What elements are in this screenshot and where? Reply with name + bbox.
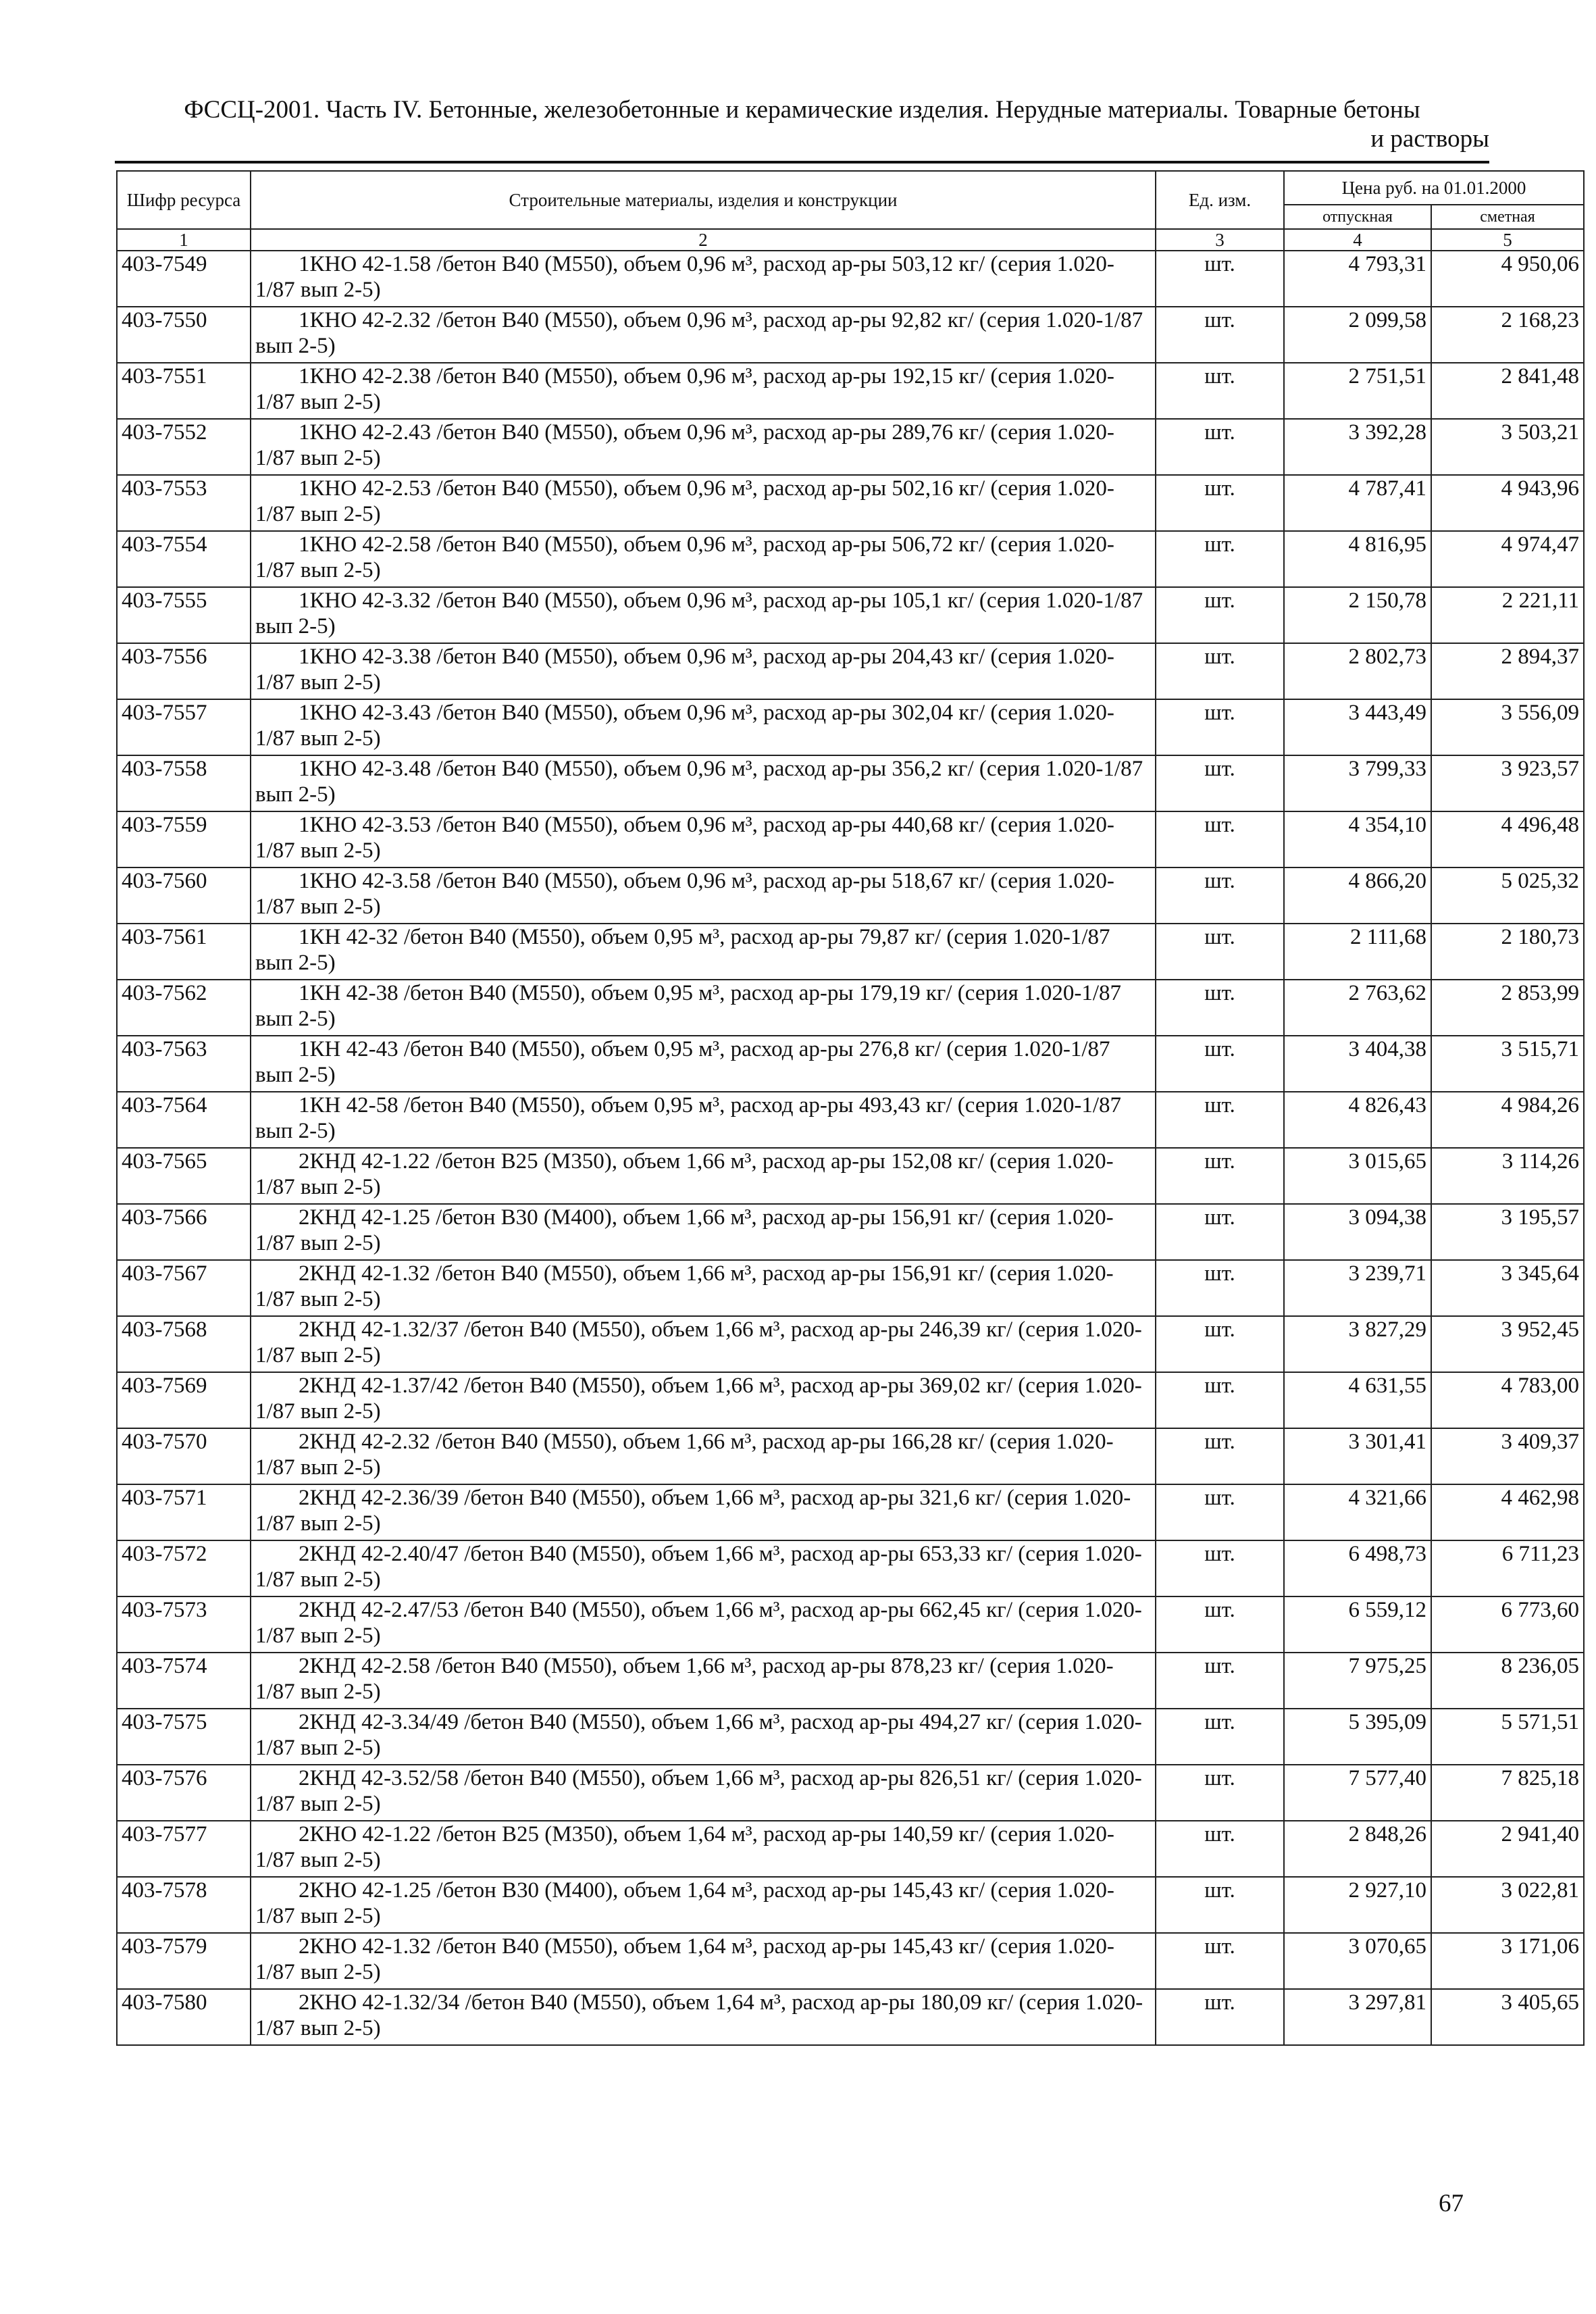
table-row xyxy=(117,1709,1584,1765)
release-price: 3 301,41 xyxy=(1284,1428,1431,1484)
material-description: 1КНО 42-1.58 /бетон В40 (М550), объем 0,96 м³, расход ар-ры 503,12 кг/ (серия 1.020-1/87 вып 2-5) xyxy=(255,252,1114,302)
table-row xyxy=(117,1428,1584,1484)
unit-of-measure: шт. xyxy=(1156,475,1284,531)
resource-code: 403-7574 xyxy=(117,1653,251,1709)
table-row xyxy=(117,643,1584,699)
table-row xyxy=(117,531,1584,587)
table-row xyxy=(117,1092,1584,1148)
estimate-price: 3 515,71 xyxy=(1431,1036,1584,1092)
unit-of-measure: шт. xyxy=(1156,1933,1284,1989)
table-row xyxy=(117,755,1584,811)
resource-code: 403-7564 xyxy=(117,1092,251,1148)
estimate-price: 3 345,64 xyxy=(1431,1260,1584,1316)
release-price: 4 816,95 xyxy=(1284,531,1431,587)
unit-of-measure: шт. xyxy=(1156,419,1284,475)
material-description: 1КНО 42-3.53 /бетон В40 (М550), объем 0,96 м³, расход ар-ры 440,68 кг/ (серия 1.020-1/87 вып 2-5) xyxy=(255,813,1114,863)
material-description: 1КН 42-32 /бетон В40 (М550), объем 0,95 м³, расход ар-ры 79,87 кг/ (серия 1.020-1/87 вып 2-5) xyxy=(255,925,1110,975)
col-header-code: Шифр ресурса xyxy=(117,171,251,229)
table-row xyxy=(117,251,1584,307)
unit-of-measure: шт. xyxy=(1156,1092,1284,1148)
estimate-price: 4 974,47 xyxy=(1431,531,1584,587)
unit-of-measure: шт. xyxy=(1156,1765,1284,1821)
resource-code: 403-7562 xyxy=(117,980,251,1036)
material-name xyxy=(251,1372,1156,1428)
resource-code: 403-7553 xyxy=(117,475,251,531)
resource-code: 403-7571 xyxy=(117,1484,251,1540)
estimate-price: 3 114,26 xyxy=(1431,1148,1584,1204)
column-number: 2 xyxy=(251,229,1156,251)
table-row xyxy=(117,1596,1584,1653)
material-description: 1КНО 42-2.53 /бетон В40 (М550), объем 0,96 м³, расход ар-ры 502,16 кг/ (серия 1.020-1/87 вып 2-5) xyxy=(255,476,1114,526)
unit-of-measure: шт. xyxy=(1156,867,1284,924)
release-price: 3 443,49 xyxy=(1284,699,1431,755)
estimate-price: 2 221,11 xyxy=(1431,587,1584,643)
estimate-price: 7 825,18 xyxy=(1431,1765,1584,1821)
material-name xyxy=(251,811,1156,867)
release-price: 2 848,26 xyxy=(1284,1821,1431,1877)
material-description: 2КНД 42-2.58 /бетон В40 (М550), объем 1,66 м³, расход ар-ры 878,23 кг/ (серия 1.020-1/87 вып 2-5) xyxy=(255,1654,1114,1704)
column-number: 5 xyxy=(1431,229,1584,251)
material-name xyxy=(251,531,1156,587)
estimate-price: 3 171,06 xyxy=(1431,1933,1584,1989)
estimate-price: 2 168,23 xyxy=(1431,307,1584,363)
table-row xyxy=(117,1260,1584,1316)
estimate-price: 3 405,65 xyxy=(1431,1989,1584,2045)
col-header-price-estimate: сметная xyxy=(1431,205,1584,229)
release-price: 3 404,38 xyxy=(1284,1036,1431,1092)
col-header-unit: Ед. изм. xyxy=(1156,171,1284,229)
unit-of-measure: шт. xyxy=(1156,1877,1284,1933)
material-name xyxy=(251,1540,1156,1596)
material-description: 1КНО 42-2.58 /бетон В40 (М550), объем 0,96 м³, расход ар-ры 506,72 кг/ (серия 1.020-1/87 вып 2-5) xyxy=(255,532,1114,582)
release-price: 3 297,81 xyxy=(1284,1989,1431,2045)
unit-of-measure: шт. xyxy=(1156,755,1284,811)
estimate-price: 8 236,05 xyxy=(1431,1653,1584,1709)
unit-of-measure: шт. xyxy=(1156,1484,1284,1540)
material-description: 2КНД 42-1.37/42 /бетон В40 (М550), объем 1,66 м³, расход ар-ры 369,02 кг/ (серия 1.020-1/87 вып 2-5) xyxy=(255,1374,1142,1424)
estimate-price: 3 556,09 xyxy=(1431,699,1584,755)
unit-of-measure: шт. xyxy=(1156,1316,1284,1372)
estimate-price: 6 711,23 xyxy=(1431,1540,1584,1596)
unit-of-measure: шт. xyxy=(1156,1821,1284,1877)
material-name xyxy=(251,307,1156,363)
resource-code: 403-7560 xyxy=(117,867,251,924)
material-description: 2КНД 42-3.52/58 /бетон В40 (М550), объем 1,66 м³, расход ар-ры 826,51 кг/ (серия 1.020-1/87 вып 2-5) xyxy=(255,1766,1142,1816)
resource-code: 403-7567 xyxy=(117,1260,251,1316)
release-price: 2 111,68 xyxy=(1284,924,1431,980)
resource-code: 403-7554 xyxy=(117,531,251,587)
table-row xyxy=(117,811,1584,867)
page-header xyxy=(115,95,1489,153)
estimate-price: 2 180,73 xyxy=(1431,924,1584,980)
col-header-name: Строительные материалы, изделия и конструкции xyxy=(251,171,1156,229)
estimate-price: 6 773,60 xyxy=(1431,1596,1584,1653)
release-price: 3 239,71 xyxy=(1284,1260,1431,1316)
table-row xyxy=(117,1148,1584,1204)
resource-code: 403-7550 xyxy=(117,307,251,363)
header-rule xyxy=(115,161,1489,164)
estimate-price: 3 195,57 xyxy=(1431,1204,1584,1260)
col-header-price-release: отпускная xyxy=(1284,205,1431,229)
material-name xyxy=(251,1148,1156,1204)
unit-of-measure: шт. xyxy=(1156,307,1284,363)
material-name xyxy=(251,643,1156,699)
material-name xyxy=(251,475,1156,531)
material-description: 2КНД 42-2.36/39 /бетон В40 (М550), объем 1,66 м³, расход ар-ры 321,6 кг/ (серия 1.020-1/87 вып 2-5) xyxy=(255,1486,1131,1536)
material-description: 2КНД 42-1.32 /бетон В40 (М550), объем 1,66 м³, расход ар-ры 156,91 кг/ (серия 1.020-1/87 вып 2-5) xyxy=(255,1261,1114,1311)
material-description: 2КНО 42-1.25 /бетон В30 (М400), объем 1,64 м³, расход ар-ры 145,43 кг/ (серия 1.020-1/87 вып 2-5) xyxy=(255,1878,1114,1928)
estimate-price: 4 984,26 xyxy=(1431,1092,1584,1148)
estimate-price: 3 923,57 xyxy=(1431,755,1584,811)
material-name xyxy=(251,1821,1156,1877)
material-description: 1КНО 42-3.48 /бетон В40 (М550), объем 0,96 м³, расход ар-ры 356,2 кг/ (серия 1.020-1/87 вып 2-5) xyxy=(255,757,1143,807)
release-price: 3 094,38 xyxy=(1284,1204,1431,1260)
table-row xyxy=(117,1204,1584,1260)
table-row xyxy=(117,587,1584,643)
column-number: 3 xyxy=(1156,229,1284,251)
table-row xyxy=(117,1877,1584,1933)
material-description: 2КНО 42-1.32/34 /бетон В40 (М550), объем 1,64 м³, расход ар-ры 180,09 кг/ (серия 1.020-1/87 вып 2-5) xyxy=(255,1990,1143,2040)
table-row xyxy=(117,475,1584,531)
table-row xyxy=(117,419,1584,475)
table-row xyxy=(117,1316,1584,1372)
material-description: 1КНО 42-3.58 /бетон В40 (М550), объем 0,96 м³, расход ар-ры 518,67 кг/ (серия 1.020-1/87 вып 2-5) xyxy=(255,869,1114,919)
unit-of-measure: шт. xyxy=(1156,924,1284,980)
table-row xyxy=(117,1989,1584,2045)
material-description: 2КНД 42-2.40/47 /бетон В40 (М550), объем 1,66 м³, расход ар-ры 653,33 кг/ (серия 1.020-1/87 вып 2-5) xyxy=(255,1542,1142,1592)
resource-code: 403-7565 xyxy=(117,1148,251,1204)
material-name xyxy=(251,1316,1156,1372)
resource-code: 403-7572 xyxy=(117,1540,251,1596)
material-name xyxy=(251,1933,1156,1989)
release-price: 2 763,62 xyxy=(1284,980,1431,1036)
unit-of-measure: шт. xyxy=(1156,1204,1284,1260)
release-price: 7 975,25 xyxy=(1284,1653,1431,1709)
unit-of-measure: шт. xyxy=(1156,1989,1284,2045)
release-price: 3 827,29 xyxy=(1284,1316,1431,1372)
unit-of-measure: шт. xyxy=(1156,587,1284,643)
resource-code: 403-7549 xyxy=(117,251,251,307)
unit-of-measure: шт. xyxy=(1156,643,1284,699)
table-body xyxy=(117,251,1584,2045)
estimate-price: 4 950,06 xyxy=(1431,251,1584,307)
material-name xyxy=(251,587,1156,643)
table-row xyxy=(117,1372,1584,1428)
resource-code: 403-7557 xyxy=(117,699,251,755)
estimate-price: 2 841,48 xyxy=(1431,363,1584,419)
material-name xyxy=(251,419,1156,475)
material-description: 2КНД 42-3.34/49 /бетон В40 (М550), объем 1,66 м³, расход ар-ры 494,27 кг/ (серия 1.020-1/87 вып 2-5) xyxy=(255,1710,1142,1760)
release-price: 3 015,65 xyxy=(1284,1148,1431,1204)
material-name xyxy=(251,1204,1156,1260)
material-description: 1КН 42-58 /бетон В40 (М550), объем 0,95 м³, расход ар-ры 493,43 кг/ (серия 1.020-1/87 вып 2-5) xyxy=(255,1093,1121,1143)
release-price: 2 099,58 xyxy=(1284,307,1431,363)
resource-code: 403-7573 xyxy=(117,1596,251,1653)
estimate-price: 4 943,96 xyxy=(1431,475,1584,531)
resource-code: 403-7552 xyxy=(117,419,251,475)
estimate-price: 4 783,00 xyxy=(1431,1372,1584,1428)
unit-of-measure: шт. xyxy=(1156,1428,1284,1484)
material-name xyxy=(251,1989,1156,2045)
material-name xyxy=(251,1765,1156,1821)
resource-code: 403-7570 xyxy=(117,1428,251,1484)
material-name xyxy=(251,1092,1156,1148)
table-row xyxy=(117,307,1584,363)
unit-of-measure: шт. xyxy=(1156,531,1284,587)
material-name xyxy=(251,363,1156,419)
unit-of-measure: шт. xyxy=(1156,811,1284,867)
material-description: 2КНД 42-1.22 /бетон В25 (М350), объем 1,66 м³, расход ар-ры 152,08 кг/ (серия 1.020-1/87 вып 2-5) xyxy=(255,1149,1114,1199)
material-description: 1КНО 42-2.43 /бетон В40 (М550), объем 0,96 м³, расход ар-ры 289,76 кг/ (серия 1.020-1/87 вып 2-5) xyxy=(255,420,1114,470)
table-row xyxy=(117,363,1584,419)
estimate-price: 5 571,51 xyxy=(1431,1709,1584,1765)
resource-code: 403-7559 xyxy=(117,811,251,867)
release-price: 6 559,12 xyxy=(1284,1596,1431,1653)
release-price: 4 631,55 xyxy=(1284,1372,1431,1428)
column-number: 4 xyxy=(1284,229,1431,251)
material-name xyxy=(251,1877,1156,1933)
estimate-price: 3 503,21 xyxy=(1431,419,1584,475)
unit-of-measure: шт. xyxy=(1156,1540,1284,1596)
material-name xyxy=(251,1428,1156,1484)
material-description: 2КНД 42-1.32/37 /бетон В40 (М550), объем 1,66 м³, расход ар-ры 246,39 кг/ (серия 1.020-1/87 вып 2-5) xyxy=(255,1317,1142,1367)
column-number-row xyxy=(117,229,1584,251)
unit-of-measure: шт. xyxy=(1156,1709,1284,1765)
header-title-line1: ФССЦ-2001. Часть IV. Бетонные, железобетонные и керамические изделия. Нерудные материалы. Товарные бетоны xyxy=(184,96,1420,124)
material-name xyxy=(251,1653,1156,1709)
release-price: 2 802,73 xyxy=(1284,643,1431,699)
material-description: 2КНО 42-1.32 /бетон В40 (М550), объем 1,64 м³, расход ар-ры 145,43 кг/ (серия 1.020-1/87 вып 2-5) xyxy=(255,1934,1114,1984)
release-price: 3 799,33 xyxy=(1284,755,1431,811)
material-name xyxy=(251,980,1156,1036)
release-price: 7 577,40 xyxy=(1284,1765,1431,1821)
material-name xyxy=(251,924,1156,980)
material-name xyxy=(251,1709,1156,1765)
header-title-line2: и растворы xyxy=(1370,125,1489,153)
table-row xyxy=(117,699,1584,755)
material-description: 1КНО 42-2.32 /бетон В40 (М550), объем 0,96 м³, расход ар-ры 92,82 кг/ (серия 1.020-1/87 вып 2-5) xyxy=(255,308,1143,358)
resource-code: 403-7561 xyxy=(117,924,251,980)
material-description: 1КН 42-38 /бетон В40 (М550), объем 0,95 м³, расход ар-ры 179,19 кг/ (серия 1.020-1/87 вып 2-5) xyxy=(255,981,1121,1031)
estimate-price: 3 022,81 xyxy=(1431,1877,1584,1933)
estimate-price: 4 462,98 xyxy=(1431,1484,1584,1540)
resource-code: 403-7556 xyxy=(117,643,251,699)
resource-code: 403-7578 xyxy=(117,1877,251,1933)
unit-of-measure: шт. xyxy=(1156,1653,1284,1709)
unit-of-measure: шт. xyxy=(1156,363,1284,419)
material-name xyxy=(251,699,1156,755)
material-description: 2КНД 42-2.32 /бетон В40 (М550), объем 1,66 м³, расход ар-ры 166,28 кг/ (серия 1.020-1/87 вып 2-5) xyxy=(255,1430,1114,1480)
material-name xyxy=(251,1596,1156,1653)
resource-code: 403-7579 xyxy=(117,1933,251,1989)
table-row xyxy=(117,980,1584,1036)
material-name xyxy=(251,1484,1156,1540)
resource-code: 403-7580 xyxy=(117,1989,251,2045)
release-price: 5 395,09 xyxy=(1284,1709,1431,1765)
price-table xyxy=(116,170,1585,2046)
page-number: 67 xyxy=(1439,2190,1464,2217)
resource-code: 403-7568 xyxy=(117,1316,251,1372)
material-description: 2КНО 42-1.22 /бетон В25 (М350), объем 1,64 м³, расход ар-ры 140,59 кг/ (серия 1.020-1/87 вып 2-5) xyxy=(255,1822,1114,1872)
table-row xyxy=(117,1484,1584,1540)
unit-of-measure: шт. xyxy=(1156,980,1284,1036)
release-price: 2 927,10 xyxy=(1284,1877,1431,1933)
release-price: 4 826,43 xyxy=(1284,1092,1431,1148)
material-description: 2КНД 42-2.47/53 /бетон В40 (М550), объем 1,66 м³, расход ар-ры 662,45 кг/ (серия 1.020-1/87 вып 2-5) xyxy=(255,1598,1142,1648)
release-price: 4 866,20 xyxy=(1284,867,1431,924)
table-row xyxy=(117,924,1584,980)
release-price: 4 321,66 xyxy=(1284,1484,1431,1540)
estimate-price: 2 941,40 xyxy=(1431,1821,1584,1877)
resource-code: 403-7575 xyxy=(117,1709,251,1765)
unit-of-measure: шт. xyxy=(1156,1596,1284,1653)
material-description: 1КНО 42-3.43 /бетон В40 (М550), объем 0,96 м³, расход ар-ры 302,04 кг/ (серия 1.020-1/87 вып 2-5) xyxy=(255,701,1114,751)
col-header-price-group: Цена руб. на 01.01.2000 xyxy=(1284,171,1584,205)
resource-code: 403-7566 xyxy=(117,1204,251,1260)
table-row xyxy=(117,1653,1584,1709)
estimate-price: 2 894,37 xyxy=(1431,643,1584,699)
estimate-price: 4 496,48 xyxy=(1431,811,1584,867)
estimate-price: 3 409,37 xyxy=(1431,1428,1584,1484)
material-name xyxy=(251,1260,1156,1316)
resource-code: 403-7558 xyxy=(117,755,251,811)
column-number: 1 xyxy=(117,229,251,251)
table-row xyxy=(117,1540,1584,1596)
unit-of-measure: шт. xyxy=(1156,1148,1284,1204)
resource-code: 403-7551 xyxy=(117,363,251,419)
unit-of-measure: шт. xyxy=(1156,1372,1284,1428)
release-price: 2 150,78 xyxy=(1284,587,1431,643)
unit-of-measure: шт. xyxy=(1156,1036,1284,1092)
table-row xyxy=(117,1821,1584,1877)
material-description: 1КНО 42-2.38 /бетон В40 (М550), объем 0,96 м³, расход ар-ры 192,15 кг/ (серия 1.020-1/87 вып 2-5) xyxy=(255,364,1114,414)
table-row xyxy=(117,1036,1584,1092)
unit-of-measure: шт. xyxy=(1156,699,1284,755)
table-row xyxy=(117,867,1584,924)
table-row xyxy=(117,1933,1584,1989)
table-row xyxy=(117,1765,1584,1821)
release-price: 6 498,73 xyxy=(1284,1540,1431,1596)
material-name xyxy=(251,867,1156,924)
material-name xyxy=(251,755,1156,811)
material-description: 2КНД 42-1.25 /бетон В30 (М400), объем 1,66 м³, расход ар-ры 156,91 кг/ (серия 1.020-1/87 вып 2-5) xyxy=(255,1205,1114,1255)
release-price: 2 751,51 xyxy=(1284,363,1431,419)
resource-code: 403-7577 xyxy=(117,1821,251,1877)
release-price: 3 070,65 xyxy=(1284,1933,1431,1989)
release-price: 3 392,28 xyxy=(1284,419,1431,475)
release-price: 4 793,31 xyxy=(1284,251,1431,307)
material-description: 1КНО 42-3.38 /бетон В40 (М550), объем 0,96 м³, расход ар-ры 204,43 кг/ (серия 1.020-1/87 вып 2-5) xyxy=(255,645,1114,695)
resource-code: 403-7576 xyxy=(117,1765,251,1821)
unit-of-measure: шт. xyxy=(1156,251,1284,307)
material-description: 1КН 42-43 /бетон В40 (М550), объем 0,95 м³, расход ар-ры 276,8 кг/ (серия 1.020-1/87 вып 2-5) xyxy=(255,1037,1110,1087)
material-name xyxy=(251,251,1156,307)
resource-code: 403-7563 xyxy=(117,1036,251,1092)
release-price: 4 787,41 xyxy=(1284,475,1431,531)
estimate-price: 3 952,45 xyxy=(1431,1316,1584,1372)
estimate-price: 5 025,32 xyxy=(1431,867,1584,924)
release-price: 4 354,10 xyxy=(1284,811,1431,867)
estimate-price: 2 853,99 xyxy=(1431,980,1584,1036)
material-name xyxy=(251,1036,1156,1092)
unit-of-measure: шт. xyxy=(1156,1260,1284,1316)
resource-code: 403-7555 xyxy=(117,587,251,643)
material-description: 1КНО 42-3.32 /бетон В40 (М550), объем 0,96 м³, расход ар-ры 105,1 кг/ (серия 1.020-1/87 вып 2-5) xyxy=(255,588,1143,638)
resource-code: 403-7569 xyxy=(117,1372,251,1428)
